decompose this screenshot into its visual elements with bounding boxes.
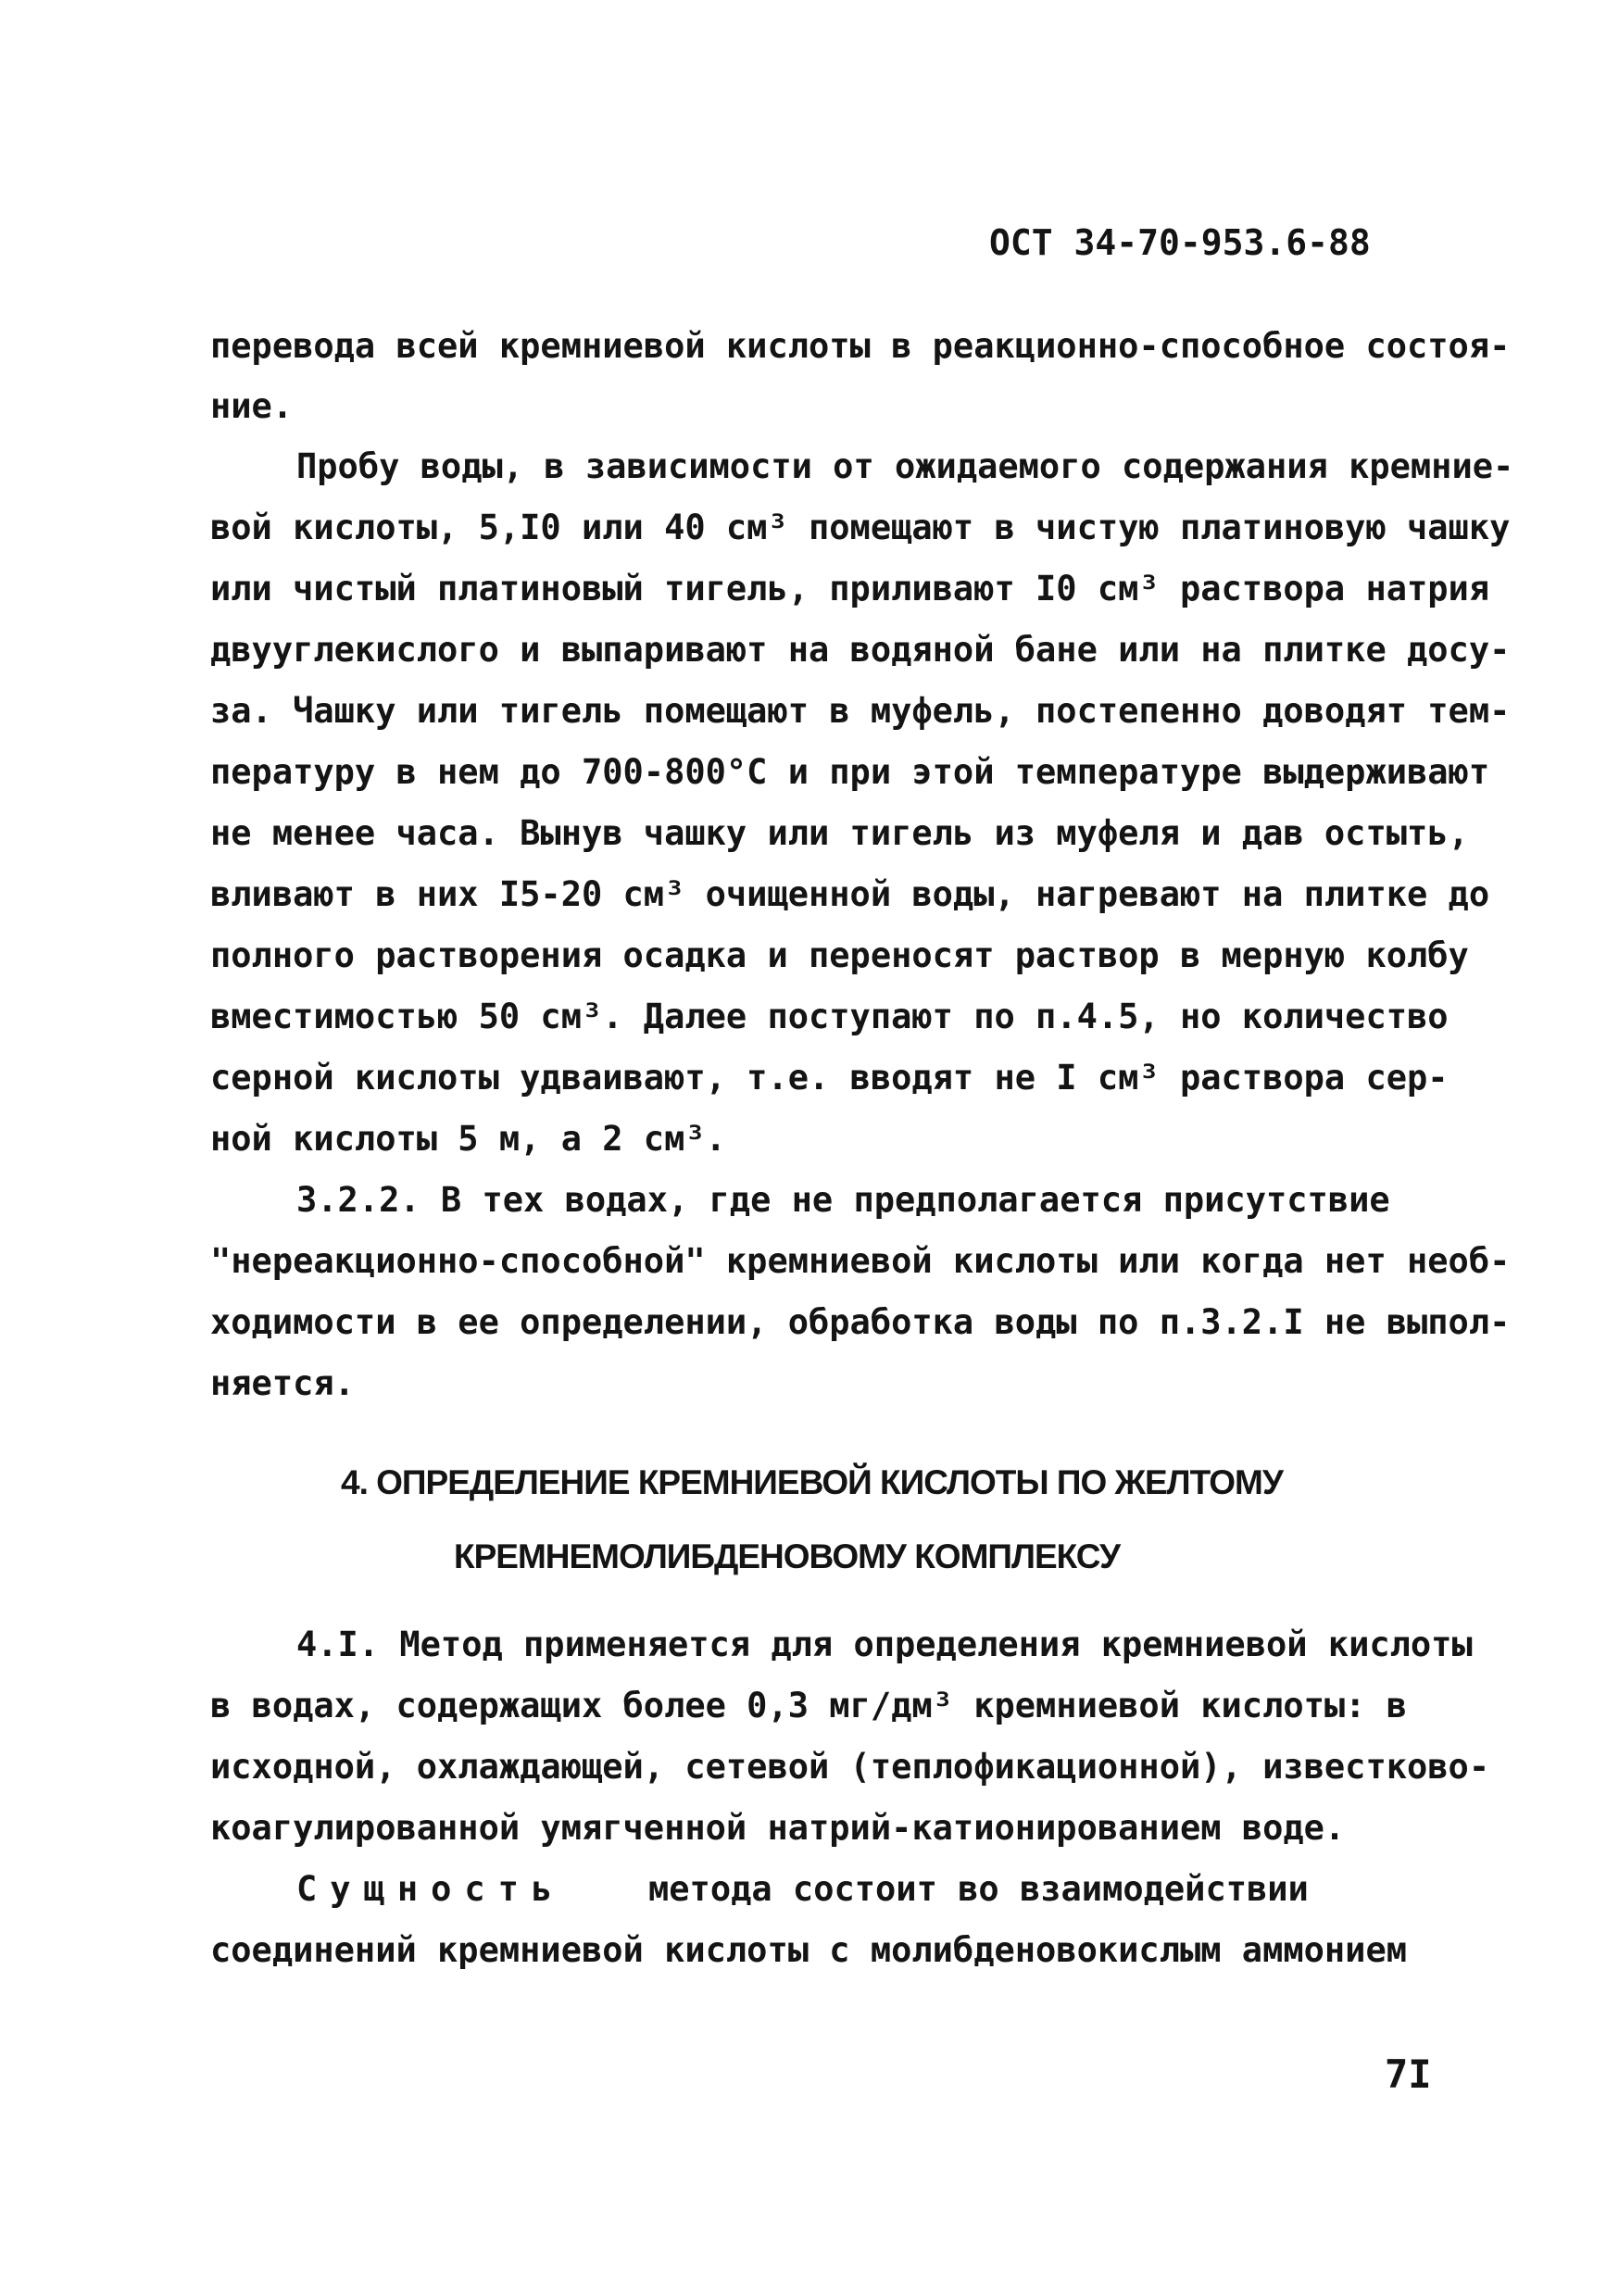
- page-number: 7I: [1385, 2051, 1432, 2097]
- text-line: исходной, охлаждающей, сетевой (теплофикационной), известково-: [210, 1747, 1490, 1787]
- text-line: методa состоит во взаимодействии: [648, 1869, 1309, 1909]
- text-line: соединений кремниевой кислоты с молибденовокислым аммонием: [210, 1930, 1408, 1970]
- text-line: Пробу воды, в зависимости от ожидаемого содержания кремние-: [296, 446, 1514, 486]
- text-line: няется.: [210, 1363, 355, 1403]
- text-line: пературу в нем до 700-800°С и при этой температуре выдерживают: [210, 752, 1490, 792]
- essence-word: Сущность: [296, 1869, 566, 1909]
- text-line: за. Чашку или тигель помещают в муфель, постепенно доводят тем-: [210, 691, 1511, 731]
- text-line: вой кислоты, 5,I0 или 40 см³ помещают в чистую платиновую чашку: [210, 508, 1511, 547]
- text-line: ние.: [210, 386, 294, 426]
- section-heading-line-2: КРЕМНЕМОЛИБДЕНОВОМУ КОМПЛЕКСУ: [454, 1537, 1120, 1575]
- text-line: двууглекислого и выпаривают на водяной бане или на плитке досу-: [210, 630, 1511, 670]
- text-line: в водах, содержащих более 0,3 мг/дм³ кремниевой кислоты: в: [210, 1686, 1408, 1725]
- text-line: полного растворения осадка и переносят раствор в мерную колбу: [210, 935, 1469, 975]
- text-line: серной кислоты удваивают, т.е. вводят не I см³ раствора сер-: [210, 1058, 1449, 1098]
- document-code-header: ОСТ 34-70-953.6-88: [989, 222, 1371, 263]
- text-line: вливают в них I5-20 см³ очищенной воды, нагревают на плитке до: [210, 874, 1490, 914]
- text-line: перевода всей кремниевой кислоты в реакционно-способное состоя-: [210, 326, 1511, 366]
- text-line: "нереакционно-способной" кремниевой кислоты или когда нет необ-: [210, 1241, 1511, 1281]
- text-line: или чистый платиновый тигель, приливают I0 см³ раствора натрия: [210, 569, 1490, 609]
- text-line: 3.2.2. В тех водах, где не предполагается присутствие: [296, 1180, 1390, 1220]
- text-line: коагулированной умягченной натрий-катионированием воде.: [210, 1808, 1346, 1848]
- text-line: ной кислоты 5 м, а 2 см³.: [210, 1119, 726, 1159]
- text-line: 4.I. Метод применяется для определения кремниевой кислоты: [296, 1625, 1473, 1664]
- text-line: не менее часа. Вынув чашку или тигель из муфеля и дав остыть,: [210, 813, 1469, 853]
- text-line: ходимости в ее определении, обработка воды по п.3.2.I не выпол-: [210, 1302, 1511, 1342]
- section-heading-line-1: 4. ОПРЕДЕЛЕНИЕ КРЕМНИЕВОЙ КИСЛОТЫ ПО ЖЕЛТОМУ: [341, 1463, 1283, 1501]
- text-line: вместимостью 50 см³. Далее поступают по п.4.5, но количество: [210, 997, 1449, 1036]
